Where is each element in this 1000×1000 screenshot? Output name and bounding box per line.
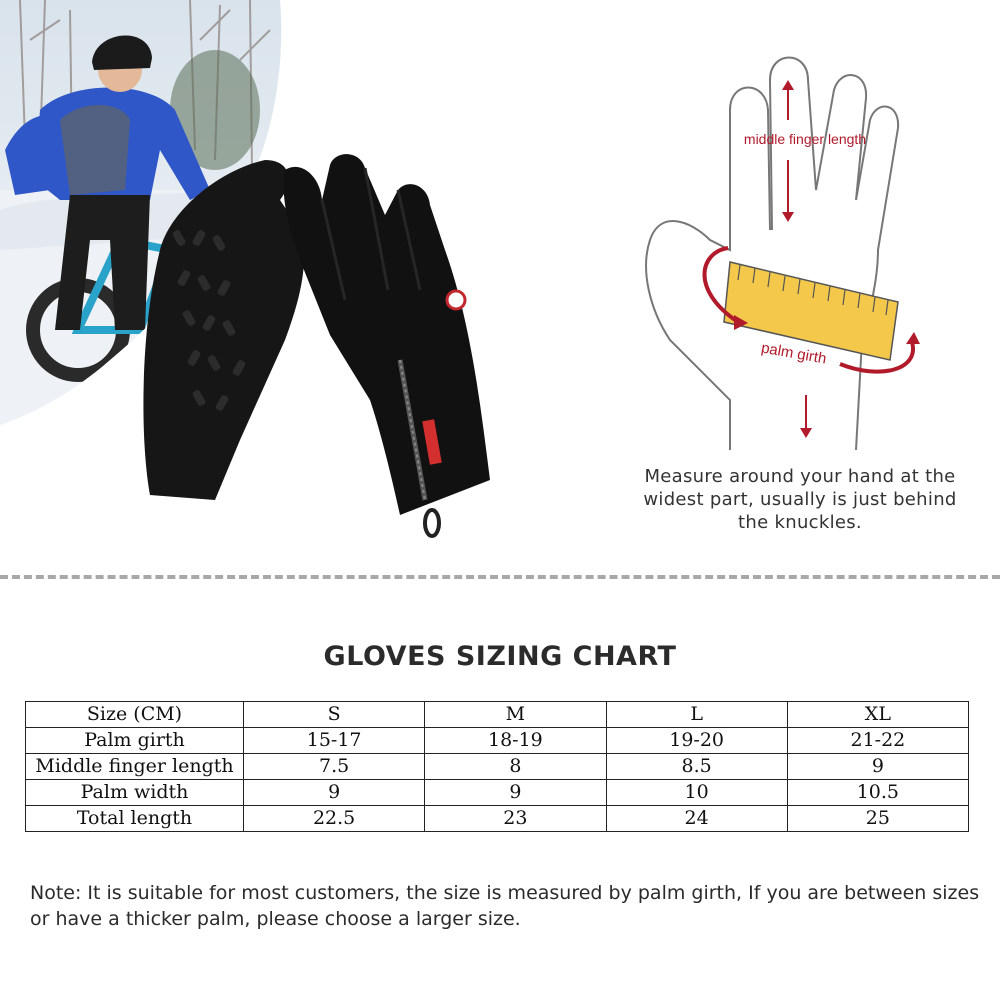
table-header-row xyxy=(26,702,969,728)
table-cell: 9 xyxy=(244,780,425,806)
measuring-tape-icon xyxy=(724,262,898,360)
table-cell: S xyxy=(244,702,425,728)
table-row xyxy=(26,780,969,806)
table-cell: Middle finger length xyxy=(26,754,244,780)
table-cell: 7.5 xyxy=(244,754,425,780)
table-cell: 9 xyxy=(787,754,968,780)
hand-measure-diagram xyxy=(630,40,970,450)
table-cell: 9 xyxy=(425,780,606,806)
table-cell: Total length xyxy=(26,806,244,832)
product-photo xyxy=(0,0,600,560)
palm-girth-label: palm girth xyxy=(759,339,828,368)
table-cell: Palm girth xyxy=(26,728,244,754)
middle-finger-label: middle finger length xyxy=(743,131,867,147)
table-cell: 8.5 xyxy=(606,754,787,780)
chart-title: GLOVES SIZING CHART xyxy=(323,641,677,672)
table-row xyxy=(26,728,969,754)
table-cell: 22.5 xyxy=(244,806,425,832)
table-cell: M xyxy=(425,702,606,728)
hand-outline-icon xyxy=(646,58,898,451)
table-cell: 23 xyxy=(425,806,606,832)
size-chart-table xyxy=(25,701,969,832)
table-cell: 10.5 xyxy=(787,780,968,806)
table-cell: 8 xyxy=(425,754,606,780)
measure-instruction: Measure around your hand at the widest part, usually is just behind the knuckles. xyxy=(643,466,957,533)
sizing-note: Note: It is suitable for most customers, the size is measured by palm girth, If you are between sizes or have a thicker palm, please choose a larger size. xyxy=(30,882,980,930)
table-cell: L xyxy=(606,702,787,728)
table-cell: 19-20 xyxy=(606,728,787,754)
table-cell: 10 xyxy=(606,780,787,806)
table-cell: Size (CM) xyxy=(26,702,244,728)
table-cell: 21-22 xyxy=(787,728,968,754)
table-cell: 25 xyxy=(787,806,968,832)
gloves-image xyxy=(143,154,490,536)
table-row xyxy=(26,754,969,780)
table-row xyxy=(26,806,969,832)
table-cell: Palm width xyxy=(26,780,244,806)
table-cell: XL xyxy=(787,702,968,728)
section-divider xyxy=(0,575,1000,579)
table-cell: 24 xyxy=(606,806,787,832)
table-cell: 18-19 xyxy=(425,728,606,754)
table-cell: 15-17 xyxy=(244,728,425,754)
